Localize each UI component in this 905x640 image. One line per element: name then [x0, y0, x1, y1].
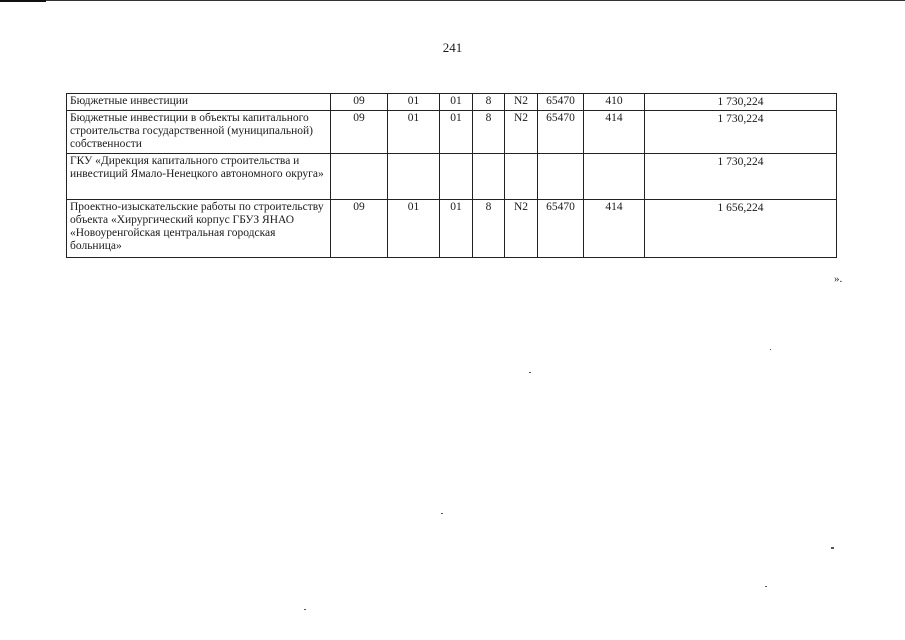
row-name: Проектно-изыскательские работы по строительству объекта «Хирургический корпус ГБУЗ ЯНАО «Новоуренгойская центральная городская больница»: [67, 200, 331, 258]
table-row: [67, 111, 837, 154]
code-project: N2: [505, 200, 538, 258]
scan-speck: [770, 349, 771, 350]
row-name: Бюджетные инвестиции: [67, 94, 331, 111]
scan-speck: [304, 609, 306, 610]
table-row: [67, 94, 837, 111]
code-expense-type: 414: [584, 200, 645, 258]
code-project: N2: [505, 94, 538, 111]
row-amount: 1 656,224: [645, 200, 837, 258]
code-project: [505, 154, 538, 200]
code-direction: 65470: [538, 111, 584, 154]
code-program: 01: [440, 94, 473, 111]
scan-speck: [831, 547, 834, 549]
code-program: [440, 154, 473, 200]
code-direction: [538, 154, 584, 200]
table-row: [67, 200, 837, 258]
code-subprogram: 8: [473, 111, 505, 154]
code-subsection: 01: [388, 111, 440, 154]
row-name: Бюджетные инвестиции в объекты капитального строительства государственной (муниципальной) собственности: [67, 111, 331, 154]
scan-speck: [441, 513, 443, 514]
code-program: 01: [440, 111, 473, 154]
page-top-rule: [0, 0, 905, 1]
code-expense-type: 410: [584, 94, 645, 111]
code-section: [331, 154, 388, 200]
code-section: 09: [331, 94, 388, 111]
code-subprogram: 8: [473, 94, 505, 111]
code-subsection: 01: [388, 200, 440, 258]
row-name: ГКУ «Дирекция капитального строительства и инвестиций Ямало-Ненецкого автономного округа»: [67, 154, 331, 200]
code-direction: 65470: [538, 94, 584, 111]
code-subsection: 01: [388, 94, 440, 111]
code-direction: 65470: [538, 200, 584, 258]
code-section: 09: [331, 111, 388, 154]
code-program: 01: [440, 200, 473, 258]
code-subprogram: [473, 154, 505, 200]
closing-quote-mark: ».: [834, 273, 843, 285]
code-expense-type: [584, 154, 645, 200]
page-number: 241: [442, 40, 463, 55]
code-expense-type: 414: [584, 111, 645, 154]
code-project: N2: [505, 111, 538, 154]
scan-speck: [765, 586, 767, 587]
table-row: [67, 154, 837, 200]
scan-speck: [529, 372, 531, 373]
row-amount: 1 730,224: [645, 111, 837, 154]
code-subsection: [388, 154, 440, 200]
page-top-rule-mark: [0, 0, 46, 2]
budget-table: [66, 93, 837, 258]
code-subprogram: 8: [473, 200, 505, 258]
row-amount: 1 730,224: [645, 154, 837, 200]
code-section: 09: [331, 200, 388, 258]
row-amount: 1 730,224: [645, 94, 837, 111]
